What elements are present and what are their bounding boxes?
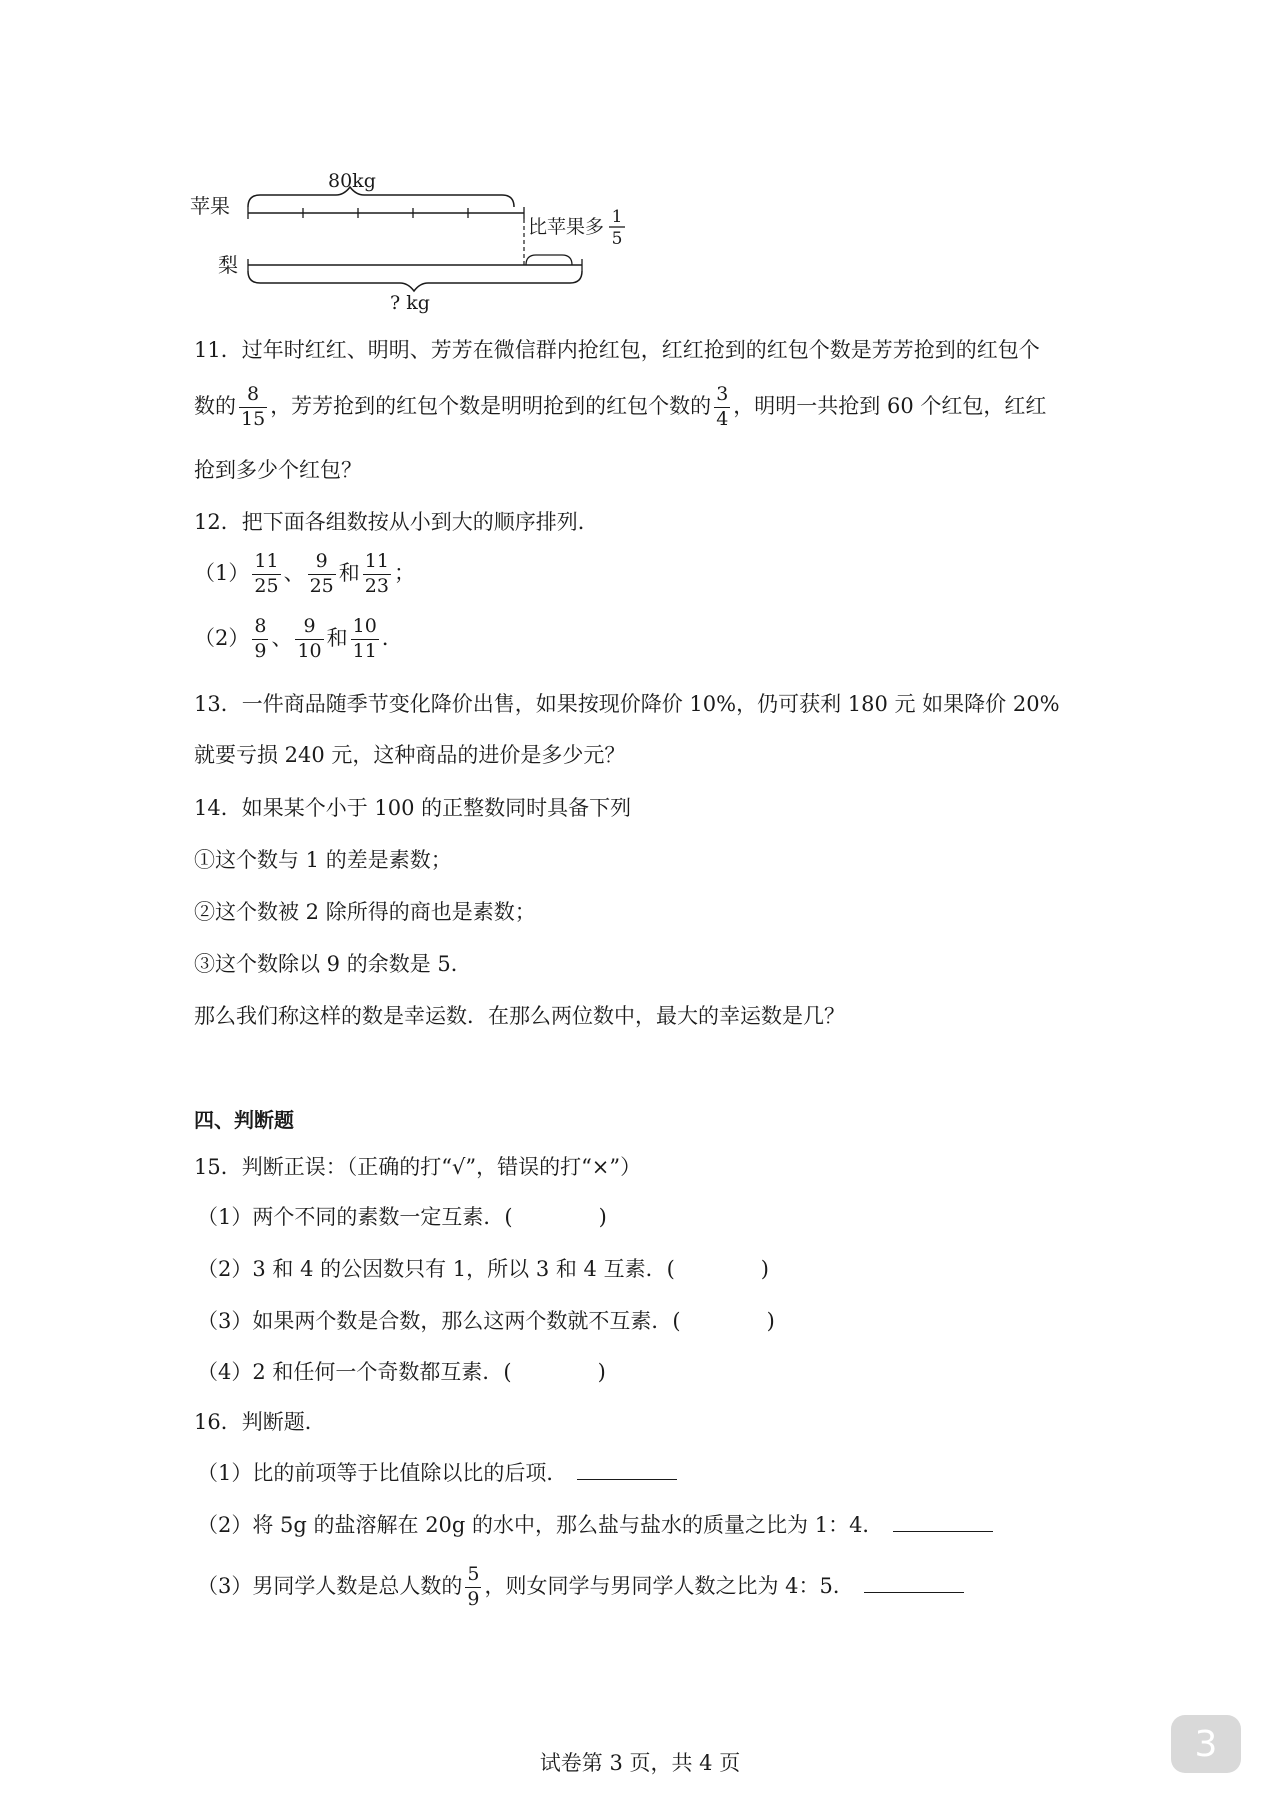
q15-s2-text: （2）3 和 4 的公因数只有 1，所以 3 和 4 互素．( [197,1257,675,1281]
apple-pear-diagram [190,165,660,315]
frac-denominator: 11 [352,639,377,662]
top-label: 80kg [328,170,376,192]
q16-statement-2 [197,1513,993,1538]
q12-p2-fraction-2 [295,617,323,662]
top-brace [248,187,514,207]
frac-denominator: 4 [716,407,729,430]
q12-part2 [194,617,403,662]
frac-numerator: 10 [351,617,379,640]
q14-line5: 那么我们称这样的数是幸运数．在那么两位数中，最大的幸运数是几？ [194,1004,845,1028]
q16-s2-text: （2）将 5g 的盐溶解在 20g 的水中，那么盐与盐水的质量之比为 1：4． [197,1513,884,1537]
q12-p1-fraction-1 [252,552,280,597]
q14-condition-3: ③这个数除以 9 的余数是 5． [194,952,472,976]
q15-line1: 15．判断正误：（正确的打“√”，错误的打“×”） [194,1155,642,1179]
frac-denominator: 25 [309,574,334,597]
q14-line1: 14．如果某个小于 100 的正整数同时具备下列 [194,796,632,820]
answer-blank[interactable] [577,1461,677,1480]
bottom-brace [248,271,582,291]
q15-statement-2 [197,1257,769,1282]
paren-close: ) [598,1205,607,1229]
q15-s3-text: （3）如果两个数是合数，那么这两个数就不互素．( [197,1309,681,1333]
q12-part1 [194,552,415,597]
q16-fraction [465,1565,481,1610]
frac-denominator: 23 [364,574,389,597]
q11-text-a: 数的 [194,393,236,418]
paren-close: ) [597,1360,606,1384]
q15-s1-text: （1）两个不同的素数一定互素．( [197,1205,513,1229]
q12-p1-sep1: 、 [283,560,305,585]
q13-line2: 就要亏损 240 元，这种商品的进价是多少元？ [194,743,626,767]
frac-denominator: 10 [297,639,322,662]
more-frac-den: 5 [611,229,623,249]
scan-fade [640,792,700,828]
frac-numerator: 5 [465,1565,481,1588]
q12-p1-fraction-3 [363,552,391,597]
q16-s3-text-b: ，则女同学与男同学人数之比为 4：5． [484,1573,854,1598]
more-brace [526,255,572,265]
frac-numerator: 9 [308,552,336,575]
frac-numerator: 9 [295,617,323,640]
q11-fraction-1 [239,385,267,430]
pear-label: 梨 [218,253,238,277]
q12-p2-fraction-1 [252,617,268,662]
q12-p1-end: ； [393,560,415,585]
frac-denominator: 9 [254,639,267,662]
answer-blank[interactable] [864,1574,964,1593]
q15-statement-1 [197,1205,607,1230]
q12-line1: 12．把下面各组数按从小到大的顺序排列． [194,510,599,534]
q11-line1: 11．过年时红红、明明、芳芳在微信群内抢红包，红红抢到的红包个数是芳芳抢到的红包个 [194,338,1040,362]
q12-p2-sep2: 和 [326,625,348,650]
frac-numerator: 8 [252,617,268,640]
q16-s1-text: （1）比的前项等于比值除以比的后项． [197,1461,568,1485]
more-frac-num: 1 [611,207,623,227]
q16-s3-text-a: （3）男同学人数是总人数的 [197,1573,463,1598]
frac-denominator: 9 [467,1587,480,1610]
q15-statement-4 [197,1360,606,1385]
q11-line3: 抢到多少个红包？ [194,458,362,482]
q11-fraction-2 [714,385,730,430]
q15-statement-3 [197,1309,775,1334]
q12-p1-label: （1） [194,560,250,585]
q12-p2-end: ． [381,625,403,650]
frac-numerator: 8 [239,385,267,408]
q16-statement-1 [197,1461,677,1486]
q11-text-b: ，芳芳抢到的红包个数是明明抢到的红包个数的 [270,393,712,418]
q12-p2-label: （2） [194,625,250,650]
frac-denominator: 25 [254,574,279,597]
diagram-svg [190,165,660,315]
page-number-badge: 3 [1171,1715,1241,1773]
more-label: 比苹果多 [528,216,605,238]
paren-close: ) [760,1257,769,1281]
frac-numerator: 3 [714,385,730,408]
section-title: 四、判断题 [194,1108,294,1132]
q12-p2-sep1: 、 [271,625,293,650]
q12-p1-sep2: 和 [338,560,360,585]
page-footer: 试卷第 3 页，共 4 页 [539,1751,741,1775]
q11-line2 [194,385,1046,430]
q16-statement-3 [197,1565,964,1610]
frac-numerator: 11 [252,552,280,575]
bottom-label: ? kg [390,292,430,314]
q12-p2-fraction-3 [351,617,379,662]
q12-p1-fraction-2 [308,552,336,597]
answer-blank[interactable] [893,1513,993,1532]
frac-denominator: 15 [241,407,266,430]
paren-close: ) [766,1309,775,1333]
apple-label: 苹果 [190,194,230,218]
q13-line1: 13．一件商品随季节变化降价出售，如果按现价降价 10%，仍可获利 180 元 如果降价 20% [194,692,1060,716]
q11-text-c: ，明明一共抢到 60 个红包，红红 [733,393,1047,418]
q15-s4-text: （4）2 和任何一个奇数都互素．( [197,1360,512,1384]
q14-condition-1: ①这个数与 1 的差是素数； [194,848,452,872]
q16-line1: 16．判断题． [194,1410,326,1434]
q14-condition-2: ②这个数被 2 除所得的商也是素数； [194,900,536,924]
frac-numerator: 11 [363,552,391,575]
